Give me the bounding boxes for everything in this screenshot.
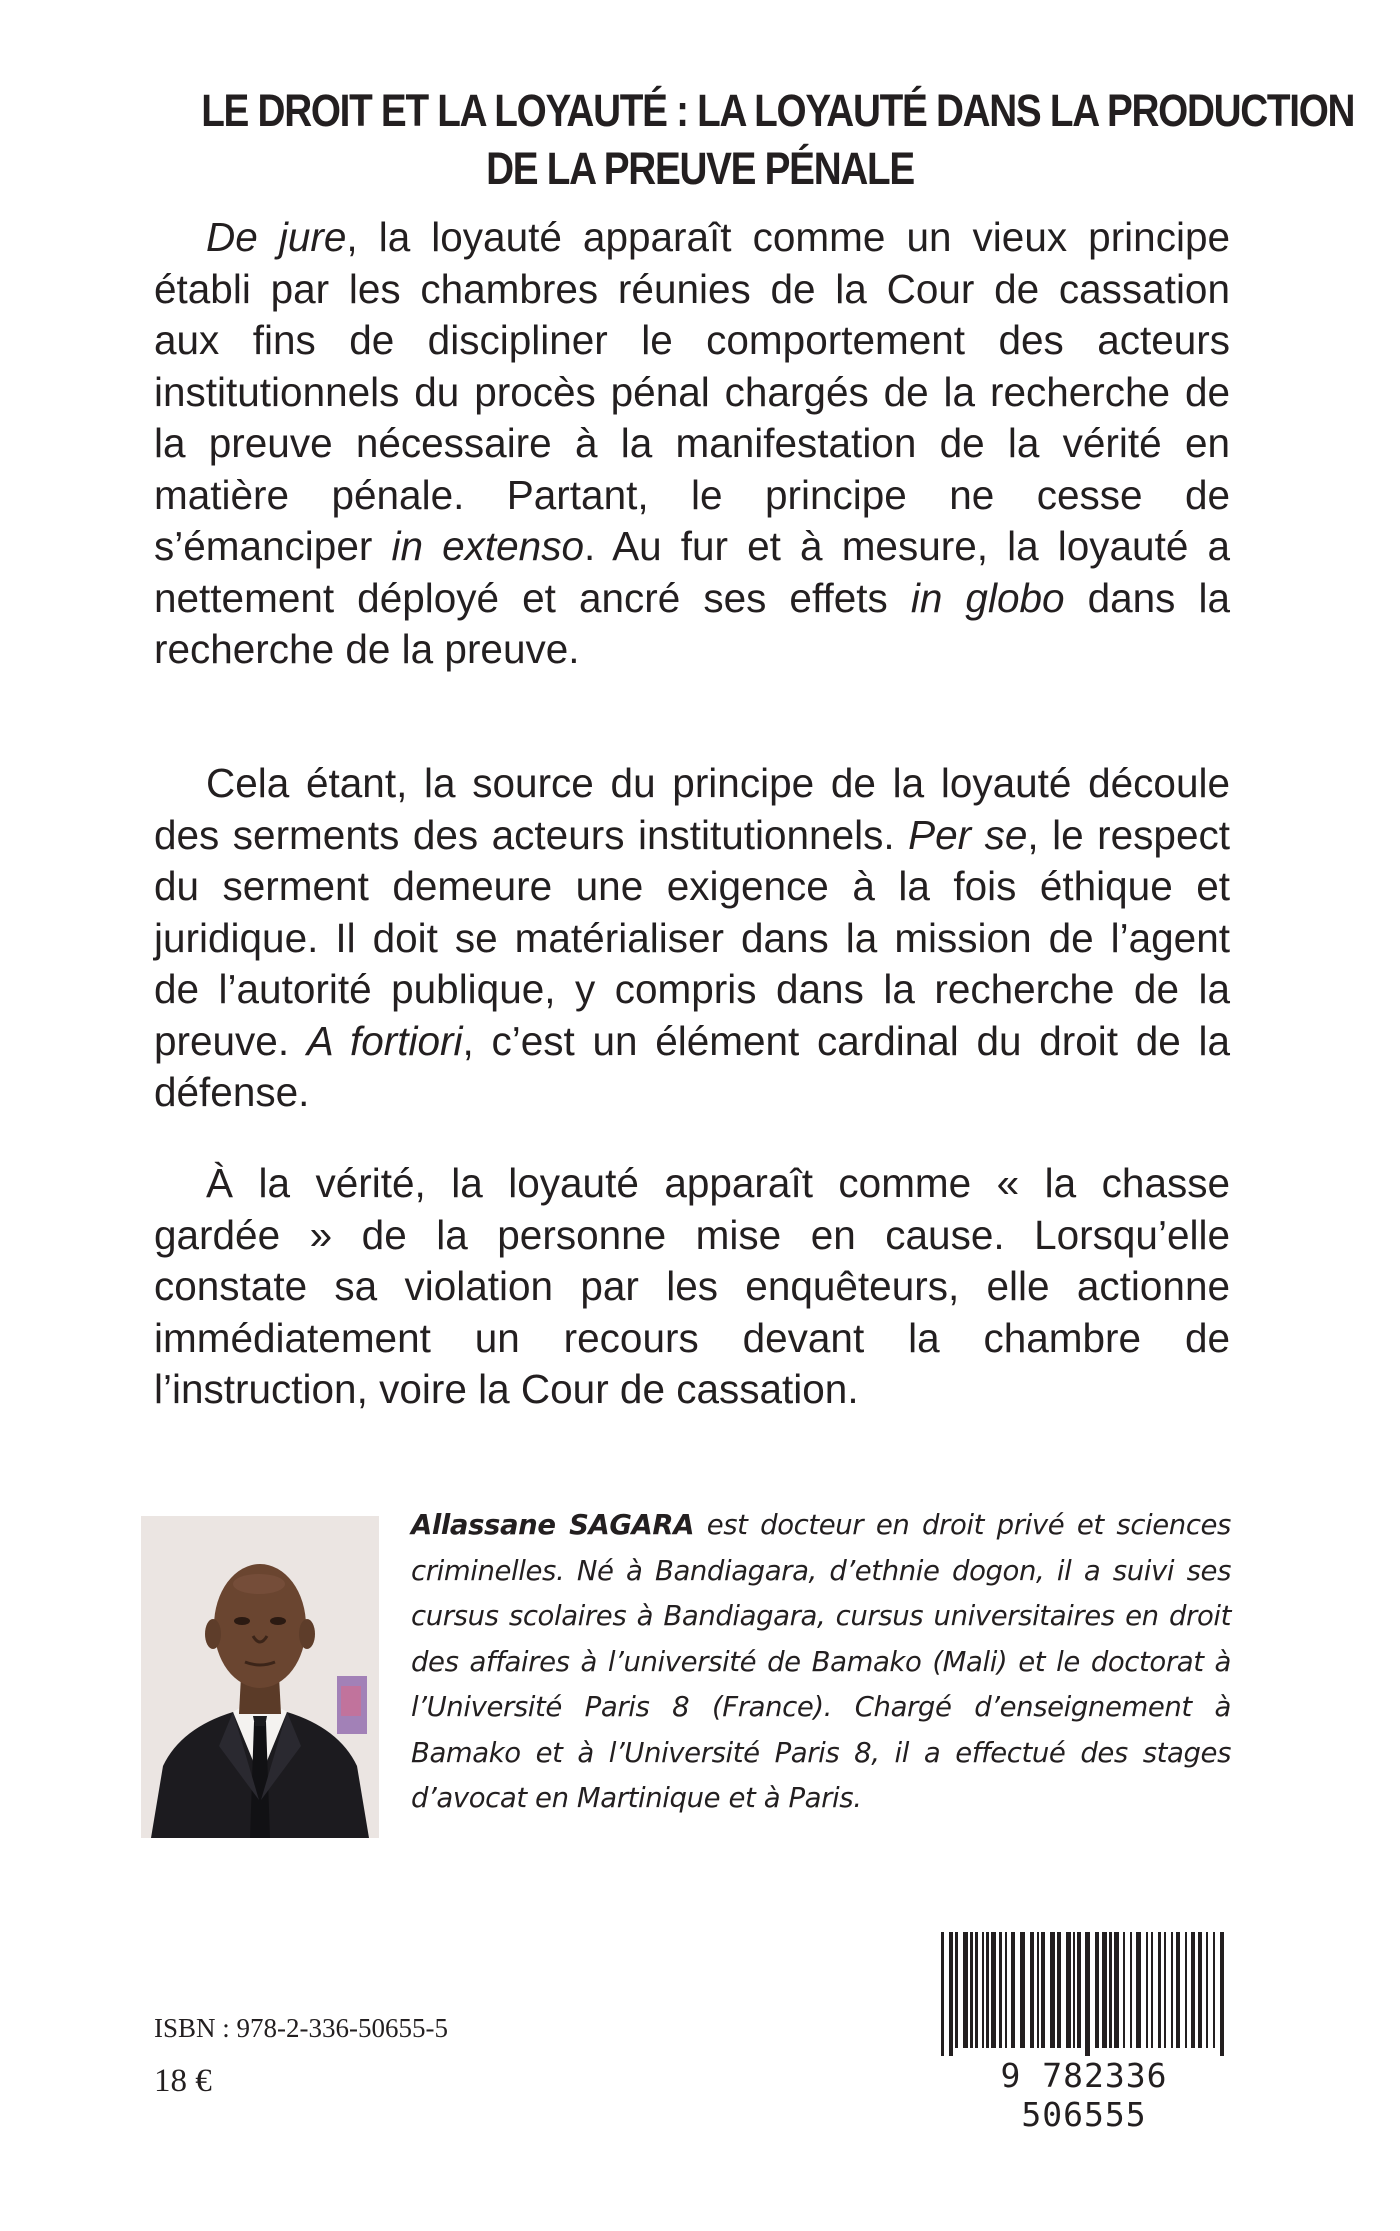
barcode-bar	[970, 1932, 973, 2048]
author-bio	[411, 1503, 1231, 1822]
barcode-bar	[1020, 1932, 1025, 2048]
barcode-bar	[1030, 1932, 1034, 2048]
p1-lead-italic: De jure	[206, 214, 347, 260]
author-photo	[141, 1516, 379, 1838]
barcode-bar	[1085, 1932, 1090, 2056]
p1-italic-b: in extenso	[391, 523, 584, 569]
barcode-bar	[1185, 1932, 1187, 2048]
p1-italic-d: in globo	[910, 574, 1065, 621]
paragraph-3	[154, 1158, 1230, 1416]
barcode-bar	[1191, 1932, 1195, 2048]
barcode-bar	[1005, 1932, 1007, 2048]
barcode-bar	[1213, 1932, 1215, 2048]
barcode-bar	[1123, 1932, 1125, 2048]
p2-text-a: Cela étant, la source du principe de la loyauté découle des serments des acteurs institutionnels.	[154, 760, 1230, 858]
title-line-1: LE DROIT ET LA LOYAUTÉ : LA LOYAUTÉ DANS LA PRODUCTION	[201, 85, 1355, 136]
barcode-bar	[1050, 1932, 1055, 2048]
barcode-bar	[1151, 1932, 1153, 2048]
barcode-bar	[963, 1932, 968, 2048]
barcode-bar	[1095, 1932, 1099, 2048]
p2-text-c: , le respect du serment demeure une exigence à la fois éthique et juridique. Il doit se matérialiser dans la mission de l’agent de l’autorité publique, y compris dans la recherche de la preuve.	[154, 811, 1230, 1064]
barcode-bar	[1176, 1932, 1180, 2048]
barcode-bar	[999, 1932, 1002, 2048]
barcode-bar	[1171, 1932, 1173, 2048]
paragraph-1	[154, 212, 1230, 676]
barcode-bar	[1077, 1932, 1081, 2048]
barcode-bar	[1206, 1932, 1208, 2048]
title-line-2: DE LA PREUVE PÉNALE	[486, 143, 914, 194]
barcode-bar	[1114, 1932, 1119, 2048]
barcode-bar	[975, 1932, 978, 2048]
barcode-bar	[1146, 1932, 1148, 2048]
barcode-bars	[937, 1932, 1231, 2056]
p1-text-c: . Au fur et à mesure, la loyauté a nettement déployé et ancré ses effets	[154, 523, 1231, 621]
barcode-bar	[1011, 1932, 1015, 2048]
paragraph-2	[154, 758, 1230, 1119]
author-bio-text: est docteur en droit privé et sciences criminelles. Né à Bandiagara, d’ethnie dogon, il a suivi ses cursus scolaires à Bandiagara, cursus universitaires en droit des affaires à l’université de Bamako (Mali) et le doctorat à l’Université Paris 8 (France). Chargé d’enseignement à Bamako et à l’Université Paris 8, il a effectué des stages d’avocat en Martinique et à Paris.	[411, 1509, 1231, 1814]
barcode-bar	[1073, 1932, 1075, 2048]
p2-italic-d: A fortiori	[306, 1017, 463, 1064]
p2-text-e: , c’est un élément cardinal du droit de la défense.	[154, 1017, 1230, 1115]
barcode-bar	[1109, 1932, 1112, 2048]
barcode-bar	[1130, 1932, 1132, 2048]
barcode-bar	[1158, 1932, 1161, 2048]
isbn: ISBN : 978-2-336-50655-5	[154, 2013, 448, 2043]
barcode-bar	[991, 1932, 996, 2048]
barcode-bar	[1164, 1932, 1166, 2048]
barcode-digits: 9 782336 506555	[1000, 2056, 1168, 2134]
barcode	[937, 1932, 1231, 2134]
barcode-bar	[1220, 1932, 1224, 2056]
barcode-bar	[1066, 1932, 1071, 2048]
barcode-bar	[982, 1932, 984, 2048]
barcode-bar	[1136, 1932, 1141, 2048]
author-name: Allassane SAGARA	[411, 1509, 695, 1541]
p3-text: À la vérité, la loyauté apparaît comme « la chasse gardée » de la personne mise en cause. Lorsqu’elle constate sa violation par les enquêteurs, elle actionne immédiatement un recours devant la chambre de l’instruction, voire la Cour de cassation.	[154, 1160, 1230, 1412]
price: 18 €	[154, 2063, 212, 2099]
p1-text-e: dans la recherche de la preuve.	[154, 574, 1230, 672]
barcode-bar	[1041, 1932, 1045, 2048]
barcode-bar	[986, 1932, 989, 2048]
barcode-bar	[1102, 1932, 1107, 2048]
book-title	[201, 82, 1355, 198]
barcode-bar	[1057, 1932, 1061, 2048]
barcode-bar	[941, 1932, 944, 2056]
barcode-bar	[1198, 1932, 1202, 2048]
barcode-bar	[949, 1932, 953, 2056]
barcode-bar	[1037, 1932, 1039, 2048]
p2-italic-b: Per se	[908, 811, 1028, 858]
p1-text-a: , la loyauté apparaît comme un vieux principe établi par les chambres réunies de la Cour de cassation aux fins de discipliner le comportement des acteurs institutionnels du procès pénal chargés de la recherche de la preuve nécessaire à la manifestation de la vérité en matière pénale. Partant, le principe ne cesse de s’émanciper	[154, 214, 1230, 569]
barcode-bar	[955, 1932, 958, 2048]
